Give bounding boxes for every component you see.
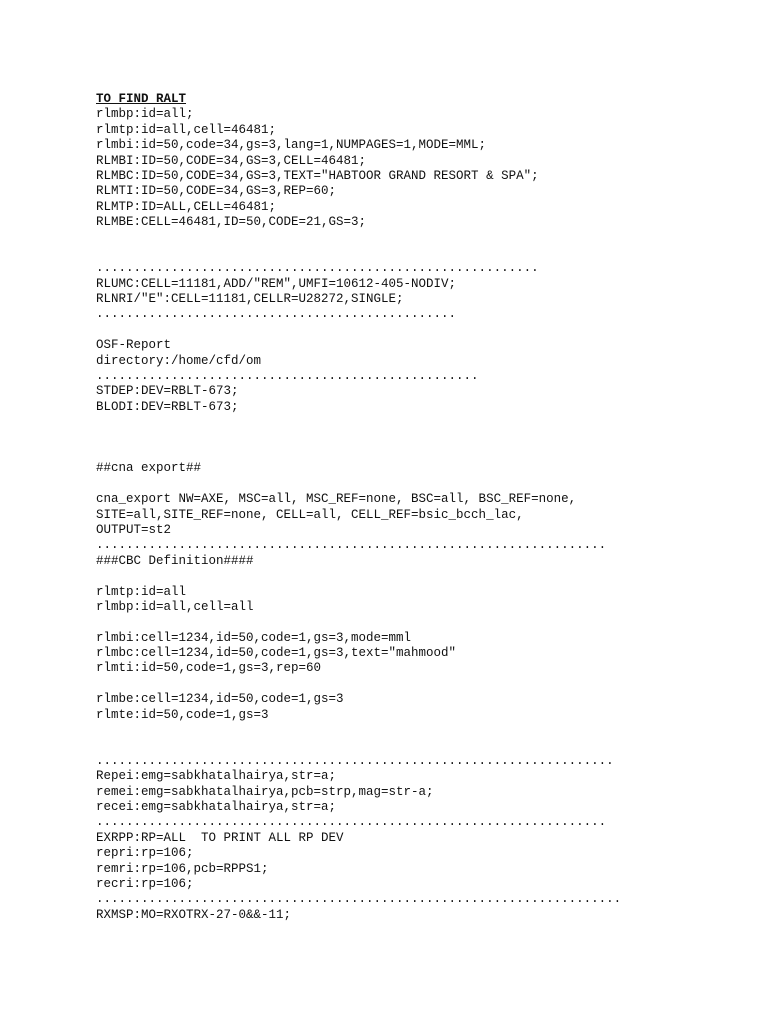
text-line: rlmbi:cell=1234,id=50,code=1,gs=3,mode=mml bbox=[96, 630, 412, 645]
text-line: EXRPP:RP=ALL TO PRINT ALL RP DEV bbox=[96, 830, 344, 845]
text-line: RLMBC:ID=50,CODE=34,GS=3,TEXT="HABTOOR GRAND RESORT & SPA"; bbox=[96, 168, 539, 183]
document-page bbox=[96, 92, 716, 923]
command-block-rlumc bbox=[96, 261, 716, 323]
separator-line: ..................................................................... bbox=[96, 753, 614, 768]
separator-line: ........................................................... bbox=[96, 261, 539, 276]
text-line: RLMBI:ID=50,CODE=34,GS=3,CELL=46481; bbox=[96, 153, 367, 168]
text-line: rlmbp:id=all,cell=all bbox=[96, 599, 254, 614]
command-block-rp bbox=[96, 754, 716, 923]
text-line: Repei:emg=sabkhatalhairya,str=a; bbox=[96, 769, 337, 784]
separator-line: ...................................................................... bbox=[96, 892, 622, 907]
text-line: rlmtp:id=all,cell=46481; bbox=[96, 122, 277, 137]
command-block-cna-export bbox=[96, 492, 716, 569]
separator-line: ................................................... bbox=[96, 369, 479, 384]
text-line: BLODI:DEV=RBLT-673; bbox=[96, 399, 239, 414]
text-line: OSF-Report bbox=[96, 338, 172, 353]
text-line: rlmte:id=50,code=1,gs=3 bbox=[96, 707, 269, 722]
text-line: STDEP:DEV=RBLT-673; bbox=[96, 384, 239, 399]
text-line: RLNRI/"E":CELL=11181,CELLR=U28272,SINGLE; bbox=[96, 292, 404, 307]
command-block-cbc-print bbox=[96, 585, 716, 616]
text-line: rlmbc:cell=1234,id=50,code=1,gs=3,text="mahmood" bbox=[96, 646, 457, 661]
command-block-cbc-define bbox=[96, 631, 716, 677]
text-line: cna_export NW=AXE, MSC=all, MSC_REF=none, BSC=all, BSC_REF=none, bbox=[96, 492, 577, 507]
text-line: recri:rp=106; bbox=[96, 876, 194, 891]
separator-line: ................................................ bbox=[96, 307, 457, 322]
text-line: RLMTI:ID=50,CODE=34,GS=3,REP=60; bbox=[96, 184, 337, 199]
command-block-osf-report bbox=[96, 338, 716, 415]
text-line: rlmbp:id=all; bbox=[96, 107, 194, 122]
text-line: remei:emg=sabkhatalhairya,pcb=strp,mag=str-a; bbox=[96, 784, 434, 799]
separator-line: .................................................................... bbox=[96, 538, 607, 553]
command-block-cna-title bbox=[96, 461, 716, 476]
text-line: rlmbe:cell=1234,id=50,code=1,gs=3 bbox=[96, 692, 344, 707]
text-line: directory:/home/cfd/om bbox=[96, 353, 262, 368]
text-line: RLMTP:ID=ALL,CELL=46481; bbox=[96, 199, 277, 214]
command-block-cbc-end bbox=[96, 692, 716, 723]
text-line: SITE=all,SITE_REF=none, CELL=all, CELL_REF=bsic_bcch_lac, bbox=[96, 507, 524, 522]
text-line: remri:rp=106,pcb=RPPS1; bbox=[96, 861, 269, 876]
separator-line: .................................................................... bbox=[96, 815, 607, 830]
command-block-ralt bbox=[96, 107, 716, 230]
text-line: repri:rp=106; bbox=[96, 846, 194, 861]
section-heading: TO FIND RALT bbox=[96, 92, 187, 106]
text-line: RLMBE:CELL=46481,ID=50,CODE=21,GS=3; bbox=[96, 215, 367, 230]
text-line: rlmbi:id=50,code=34,gs=3,lang=1,NUMPAGES=1,MODE=MML; bbox=[96, 138, 487, 153]
text-line: recei:emg=sabkhatalhairya,str=a; bbox=[96, 799, 337, 814]
text-line: RLUMC:CELL=11181,ADD/"REM",UMFI=10612-405-NODIV; bbox=[96, 276, 457, 291]
text-line: rlmtp:id=all bbox=[96, 584, 187, 599]
text-line: OUTPUT=st2 bbox=[96, 522, 172, 537]
text-line: ###CBC Definition#### bbox=[96, 553, 254, 568]
text-line: ##cna export## bbox=[96, 461, 202, 476]
text-line: RXMSP:MO=RXOTRX-27-0&&-11; bbox=[96, 907, 292, 922]
text-line: rlmti:id=50,code=1,gs=3,rep=60 bbox=[96, 661, 322, 676]
